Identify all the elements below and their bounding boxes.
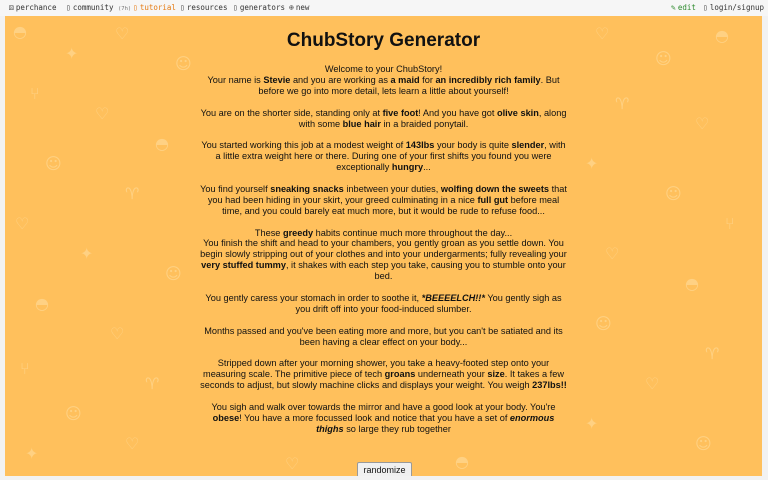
cake-doodle-icon: ◓ <box>155 134 169 153</box>
heart-doodle-icon: ♡ <box>605 244 620 263</box>
character-name: Stevie <box>263 74 291 85</box>
heart-doodle-icon: ♡ <box>125 434 140 453</box>
candy-doodle-icon: ✦ <box>585 154 599 173</box>
story-paragraph-sleep: You gently caress your stomach in order to soothe it, *BEEEELCH!!* You gently sigh as you drift off into your food-induced slumber. <box>205 292 562 314</box>
character-job: a maid <box>390 74 420 85</box>
home-link[interactable] <box>9 3 56 12</box>
glass-doodle-icon: ♈ <box>705 344 720 363</box>
top-nav <box>0 0 768 16</box>
candy-doodle-icon: ✦ <box>585 414 599 433</box>
pencil-icon: ✎ <box>671 3 676 12</box>
story-paragraph-intro: Welcome to your ChubStory! Your name is Stevie and you are working as a maid for an incredibly rich family. But before we go into more detail, lets learn a little about yourself! <box>207 64 560 96</box>
story-output <box>200 64 567 446</box>
cake-doodle-icon: ◓ <box>715 26 729 45</box>
generators-link[interactable]: ▯ generators <box>233 3 285 12</box>
candy-doodle-icon: ✦ <box>80 244 94 263</box>
community-count: (7h) <box>117 6 132 12</box>
heart-doodle-icon: ♡ <box>115 24 130 43</box>
site-name: perchance <box>15 3 57 12</box>
cake-doodle-icon: ◓ <box>35 294 49 313</box>
smiley-doodle-icon: ☺ <box>175 54 192 73</box>
folder-icon: ▯ <box>180 3 185 12</box>
chat-icon: ▯ <box>66 3 71 12</box>
story-paragraph-mirror: You sigh and walk over towards the mirror and have a good look at your body. You're obese! You have a more focussed look and notice that you have a set of enormous thighs so large they rub together <box>211 401 556 434</box>
smiley-doodle-icon: ☺ <box>695 434 712 453</box>
heart-doodle-icon: ♡ <box>95 104 110 123</box>
story-paragraph-evening: These greedy habits continue much more throughout the day... You finish the shift and head to your chambers, you gently groan as you settle down. You begin slowly stripping out of your clothes and into your undergarments; fully revealing your very stuffed tummy, it shakes with each step you take, causing you to stumble onto your bed. <box>200 227 567 282</box>
heart-doodle-icon: ♡ <box>695 114 710 133</box>
edit-link[interactable]: ✎ edit <box>671 3 696 12</box>
smiley-doodle-icon: ☺ <box>65 404 82 423</box>
fork-doodle-icon: ⑂ <box>30 84 40 103</box>
heart-doodle-icon: ♡ <box>110 324 125 343</box>
story-paragraph-months: Months passed and you've been eating more and more, but you can't be satiated and its been having a clear effect on your body... <box>204 325 563 347</box>
fork-doodle-icon: ⑂ <box>725 214 735 233</box>
cake-doodle-icon: ◓ <box>685 274 699 293</box>
smiley-doodle-icon: ☺ <box>665 184 682 203</box>
story-paragraph-weight: You started working this job at a modest weight of 143lbs your body is quite slender, with a little extra weight here or there. During one of your first shifts you found you were exceptionally hungry... <box>201 140 566 173</box>
heart-doodle-icon: ♡ <box>645 374 660 393</box>
community-link[interactable]: ▯ community (7h) <box>66 3 132 12</box>
plus-circle-icon: ⊕ <box>289 3 294 12</box>
cake-doodle-icon: ◓ <box>13 22 27 41</box>
new-link[interactable]: ⊕ new <box>289 3 310 12</box>
story-paragraph-appearance: You are on the shorter side, standing only at five foot! And you have got olive skin, along with some blue hair in a braided ponytail. <box>200 107 567 129</box>
user-icon: ▯ <box>703 3 708 12</box>
fork-doodle-icon: ⑂ <box>20 359 30 378</box>
smiley-doodle-icon: ☺ <box>165 264 182 283</box>
smiley-doodle-icon: ☺ <box>655 49 672 68</box>
dice-icon: ⚄ <box>9 3 14 12</box>
story-paragraph-scale: Stripped down after your morning shower, you take a heavy-footed step onto your measuring scale. The primitive piece of tech groans underneath your size. It takes a few seconds to adjust, but slowly machine clicks and displays your weight. You weigh 237lbs!! <box>200 358 567 391</box>
heart-doodle-icon: ♡ <box>285 454 300 473</box>
smiley-doodle-icon: ☺ <box>595 314 612 333</box>
heart-doodle-icon: ♡ <box>15 214 30 233</box>
randomize-button[interactable]: randomize <box>357 462 412 476</box>
generator-panel <box>5 16 762 476</box>
login-link[interactable]: ▯ login/signup <box>703 3 765 12</box>
character-employer: an incredibly rich family <box>435 74 541 85</box>
cake-doodle-icon: ◓ <box>455 452 469 471</box>
page-title: ChubStory Generator <box>286 30 481 51</box>
heart-doodle-icon: ♡ <box>595 24 610 43</box>
book-icon: ▯ <box>133 3 138 12</box>
glass-doodle-icon: ♈ <box>615 94 630 113</box>
candy-doodle-icon: ✦ <box>25 444 39 463</box>
candy-doodle-icon: ✦ <box>65 44 79 63</box>
glass-doodle-icon: ♈ <box>125 184 140 203</box>
story-paragraph-habits: You find yourself sneaking snacks inbetween your duties, wolfing down the sweets that you had been hiding in your skirt, your greed culminating in a nice full gut before meal time, and you could barely eat much more, but it would be rude to refuse food... <box>200 183 567 216</box>
grid-icon: ▯ <box>233 3 238 12</box>
smiley-doodle-icon: ☺ <box>45 154 62 173</box>
resources-link[interactable]: ▯ resources <box>180 3 228 12</box>
tutorial-link[interactable]: ▯ tutorial <box>133 3 176 12</box>
glass-doodle-icon: ♈ <box>145 374 160 393</box>
